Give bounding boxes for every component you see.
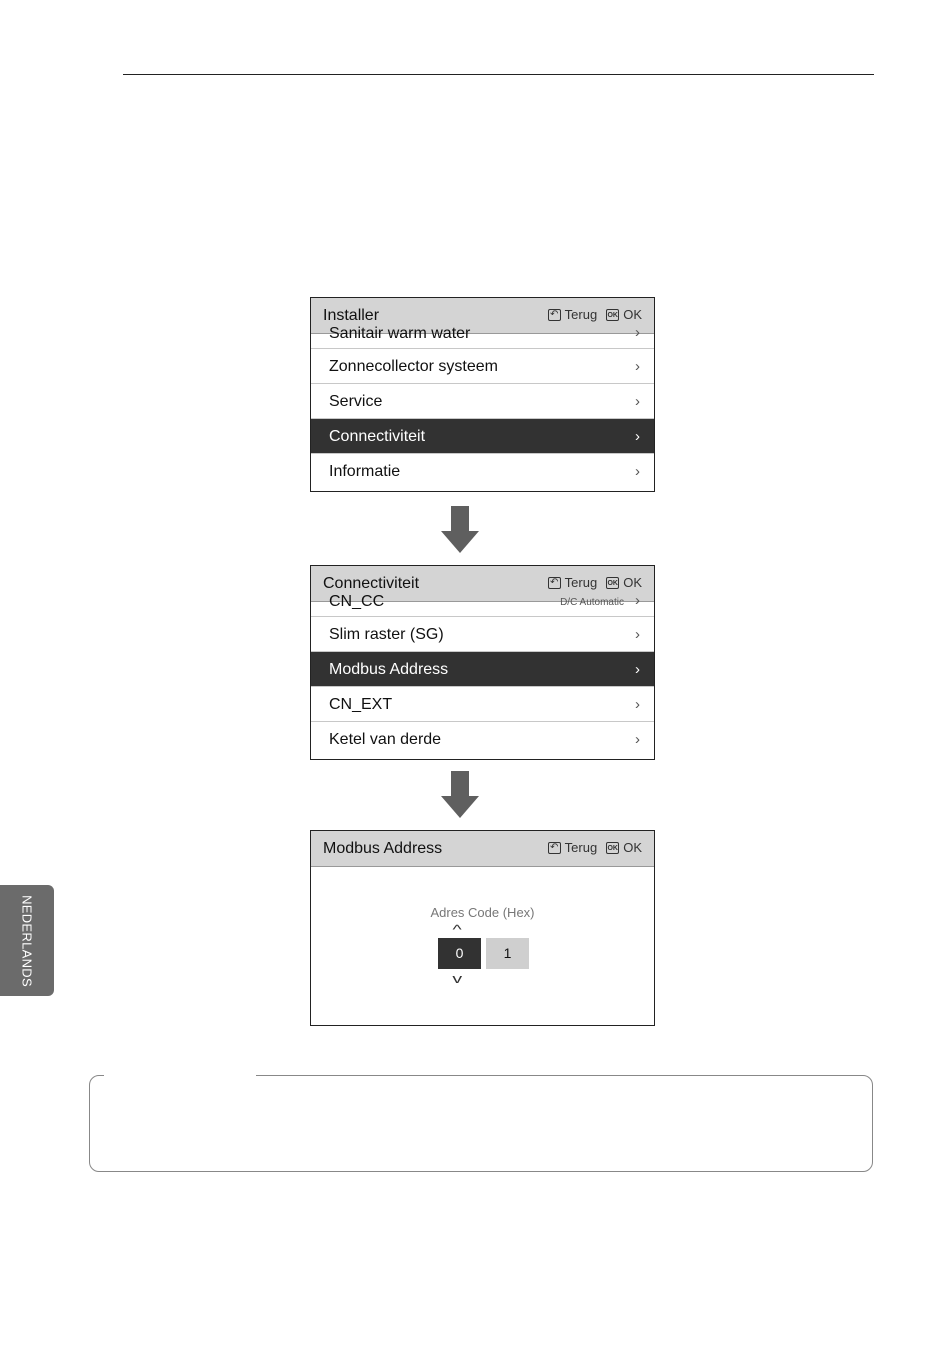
chevron-right-icon: ›: [635, 393, 640, 410]
address-editor: [311, 867, 654, 1025]
back-key-icon: ↶: [548, 309, 561, 321]
address-digit-0[interactable]: 0: [438, 938, 481, 969]
back-key-icon: ↶: [548, 577, 561, 589]
menu-item-modbus-address[interactable]: [311, 652, 654, 687]
note-box-gap: [104, 1070, 256, 1080]
chevron-right-icon: ›: [635, 626, 640, 643]
ok-label[interactable]: OK: [623, 840, 642, 855]
chevron-right-icon: ›: [635, 428, 640, 445]
menu-item-cn-ext[interactable]: [311, 687, 654, 722]
menu-item-label: Connectiviteit: [329, 428, 426, 445]
caret-up-icon[interactable]: ^: [452, 922, 462, 937]
ok-label[interactable]: OK: [623, 575, 642, 590]
header-nav: [548, 575, 642, 590]
back-label[interactable]: Terug: [564, 575, 598, 590]
chevron-right-icon: ›: [635, 592, 640, 609]
language-side-tab: [0, 885, 54, 996]
menu-item-label: Zonnecollector systeem: [329, 358, 498, 375]
menu-item-value: D/C Automatic: [560, 597, 624, 608]
language-label: NEDERLANDS: [19, 894, 35, 987]
ok-label[interactable]: OK: [623, 307, 642, 322]
ok-key-icon: OK: [606, 309, 619, 321]
screen-header: [311, 831, 654, 867]
ok-key-icon: OK: [606, 842, 619, 854]
chevron-right-icon: ›: [635, 661, 640, 678]
installer-screen: [310, 297, 655, 492]
menu-item-label: CN_EXT: [329, 696, 393, 713]
menu-item-label: CN_CC: [329, 593, 385, 610]
menu-item-label: Modbus Address: [329, 661, 449, 678]
menu-item-partial[interactable]: [311, 592, 654, 617]
header-nav: [548, 307, 642, 322]
back-label[interactable]: Terug: [564, 840, 598, 855]
address-code-label: Adres Code (Hex): [430, 905, 535, 920]
ok-key-icon: OK: [606, 577, 619, 589]
back-key-icon: ↶: [548, 842, 561, 854]
menu-item-informatie[interactable]: [311, 454, 654, 489]
chevron-right-icon: ›: [635, 696, 640, 713]
menu-item-service[interactable]: [311, 384, 654, 419]
menu-item-connectiviteit[interactable]: [311, 419, 654, 454]
header-nav: [548, 840, 642, 855]
connectiviteit-screen: [310, 565, 655, 760]
menu-item-ketel-van-derde[interactable]: [311, 722, 654, 757]
chevron-right-icon: ›: [635, 358, 640, 375]
screen-title: Modbus Address: [323, 840, 443, 857]
menu-item-partial[interactable]: [311, 324, 654, 349]
chevron-right-icon: ›: [635, 463, 640, 480]
menu-item-label: Ketel van derde: [329, 731, 442, 748]
menu-item-label: Informatie: [329, 463, 401, 480]
caret-down-icon[interactable]: v: [452, 971, 463, 986]
menu-item-slim-raster[interactable]: [311, 617, 654, 652]
address-digit-1[interactable]: 1: [486, 938, 529, 969]
chevron-right-icon: ›: [635, 731, 640, 748]
chevron-right-icon: ›: [635, 324, 640, 341]
screen-title: Installer: [323, 307, 380, 324]
modbus-address-screen: [310, 830, 655, 1026]
back-label[interactable]: Terug: [564, 307, 598, 322]
note-box: [89, 1075, 873, 1172]
screen-title: Connectiviteit: [323, 575, 420, 592]
menu-item-zonnecollector[interactable]: [311, 349, 654, 384]
top-rule: [123, 74, 874, 75]
menu-item-label: Slim raster (SG): [329, 626, 444, 643]
menu-item-label: Service: [329, 393, 383, 410]
menu-item-label: Sanitair warm water: [329, 325, 471, 342]
